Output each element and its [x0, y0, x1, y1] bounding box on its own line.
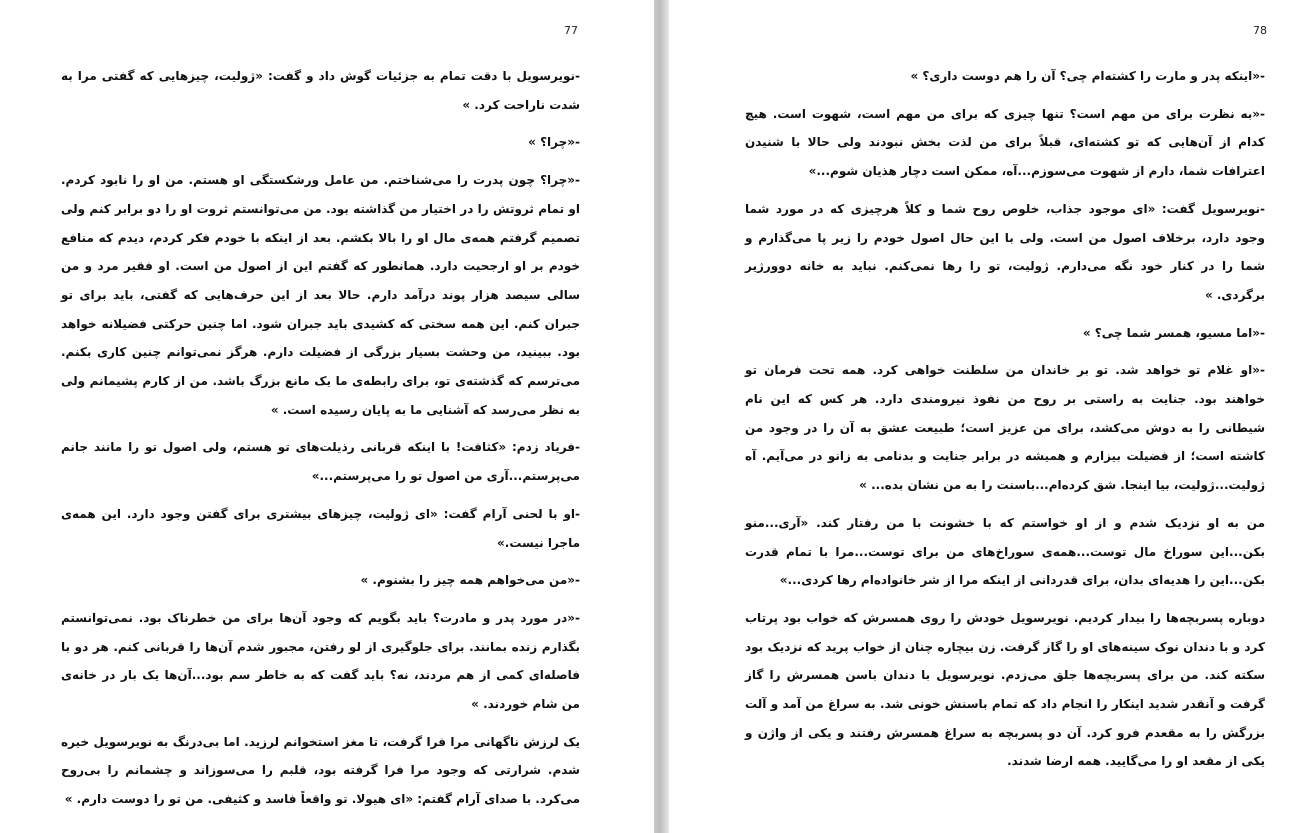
- paragraph: -«اینکه پدر و مارت را کشته‌ام چی؟ آن را هم دوست داری؟ »: [910, 69, 1265, 83]
- page-number: 78: [1253, 24, 1267, 37]
- page-text: [745, 62, 1265, 785]
- paragraph: -نویرسویل با دقت تمام به جزئیات گوش داد و گفت: «ژولیت، چیزهایی که گفتی مرا به شدت ناراحت کرد. »: [61, 69, 580, 112]
- paragraph: -«به نظرت برای من مهم است؟ تنها چیزی که برای من مهم است، شهوت است. هیچ کدام از آن‌هایی که تو کشته‌ای، قبلاً برای من لذت بخش نبودند ولی حالا با شنیدن اعترافات شما، دارم از شهوت می‌سوزم...آه، ممکن است دچار هذیان شوم...»: [745, 106, 1265, 179]
- paragraph: -«چرا؟ چون پدرت را می‌شناختم. من عامل ورشکستگی او هستم. من او را نابود کردم. او تمام ثروتش را در اختیار من گذاشته بود. من می‌توانستم ثروت او را دو برابر کنم ولی تصمیم گرفتم همه‌ی مال او را بالا بکشم. بعد از اینکه با خودم فکر کردم، دیدم که منافع خودم بر او ارجحیت دارد. همانطور که گفتم این از اصول من است. او فقیر مرد و من سالی سیصد هزار پوند درآمد دارم. حالا بعد از این حرف‌هایی که گفتی، باید برای تو جبران کنم. این همه سختی که کشیدی باید جبران شود. اما چنین حرکتی فضیلانه خواهد بود. ببینید، من وحشت بسیار بزرگی از فضیلت دارم. هرگز نمی‌توانم چنین کاری بکنم. می‌ترسم که گذشته‌ی تو، برای رابطه‌ی ما یک مانع بزرگ باشد. من از کارم پشیمانم ولی به نظر می‌رسد که آشنایی ما به پایان رسیده است. »: [61, 173, 580, 417]
- paragraph: -«او غلام تو خواهد شد. تو بر خاندان من سلطنت خواهی کرد. همه تحت فرمان تو خواهند بود. جنایت به راستی بر روح من نفوذ نیرومندی دارد. هر کس که این نام شیطانی را به دوش می‌کشد، برای من عزیز است؛ طبیعت عشق به آن را در وجود من کاشته است؛ از فضیلت بیزارم و همیشه در برابر جنایت و بدنامی به زانو در می‌آیم. آه ژولیت...ژولیت، بیا اینجا. شق کرده‌ام...باسنت را به من نشان بده... »: [745, 363, 1265, 493]
- page-number: 77: [564, 24, 578, 37]
- paragraph: دوباره پسربچه‌ها را بیدار کردیم. نویرسویل خودش را روی همسرش که خواب بود پرتاب کرد و با دندان نوک سینه‌های او را گاز گرفت. زن بیچاره چنان از خواب پرید که نزدیک بود سکته کند. من برای پسربچه‌ها جلق می‌زدم. نویرسویل با دندان باسن همسرش را گاز گرفت و آنقدر شدید اینکار را انجام داد که تمام باسنش خونی شد. به سراغ من آمد و آلت بزرگش را به مقعدم فرو کرد. آن دو پسربچه به سراغ همسرش رفتند و یکی از واژن و یکی از مقعد او را می‌گایید. همه ارضا شدند.: [745, 610, 1265, 769]
- paragraph: -«اما مسیو، همسر شما چی؟ »: [1082, 325, 1265, 340]
- right-page: [669, 0, 1301, 833]
- paragraph: -او با لحنی آرام گفت: «ای ژولیت، چیزهای بیشتری برای گفتن وجود دارد. این همه‌ی ماجرا نیست.»: [61, 506, 580, 550]
- paragraph: من به او نزدیک شدم و از او خواستم که با خشونت با من رفتار کند. «آری...منو بکن...این سوراخ مال توست...همه‌ی سوراخ‌های من برای توست...مرا با تمام قدرت بکن...این را هدیه‌ای بدان، برای قدردانی از اینکه مرا از شر خانواده‌ام رها کردی...»: [745, 515, 1265, 588]
- page-gutter: [654, 0, 669, 833]
- paragraph: -«چرا؟ »: [528, 135, 580, 150]
- page-text: [61, 62, 580, 823]
- paragraph: -«من می‌خواهم همه چیز را بشنوم. »: [360, 573, 580, 588]
- paragraph: -فریاد زدم: «کثافت! با اینکه قربانی رذیلت‌های تو هستم، ولی اصول تو را مانند جانم می‌پرستم...آری من اصول تو را می‌پرستم...»: [61, 440, 580, 484]
- paragraph: یک لرزش ناگهانی مرا فرا گرفت، تا مغز استخوانم لرزید. اما بی‌درنگ به نویرسویل خیره شدم. شرارتی که وجود مرا فرا گرفته بود، قلبم را می‌سوزاند و چشمانم را بی‌روح می‌کرد. با صدای آرام گفتم: «ای هیولا. تو واقعاً فاسد و کثیفی. من تو را دوست دارم. »: [61, 734, 580, 807]
- paragraph: -نویرسویل گفت: «ای موجود جذاب، خلوص روح شما و کلاً هرچیزی که در مورد شما وجود دارد، برخلاف اصول من است. ولی با این حال اصول خودم را زیر پا می‌گذارم و شما را در کنار خود نگه می‌دارم. ژولیت، تو را رها نمی‌کنم. نباید به خانه دوورژیر برگردی. »: [745, 201, 1265, 302]
- paragraph: -«در مورد پدر و مادرت؟ باید بگویم که وجود آن‌ها برای من خطرناک بود. نمی‌توانستم بگذارم زنده بمانند. برای جلوگیری از لو رفتن، مجبور شدم آن‌ها را قربانی کنم. هر دو با فاصله‌ای کمی از هم مردند، نه؟ باید گفت که به خاطر سم بود...آن‌ها یک بار در خانه‌ی من شام خوردند. »: [61, 610, 580, 712]
